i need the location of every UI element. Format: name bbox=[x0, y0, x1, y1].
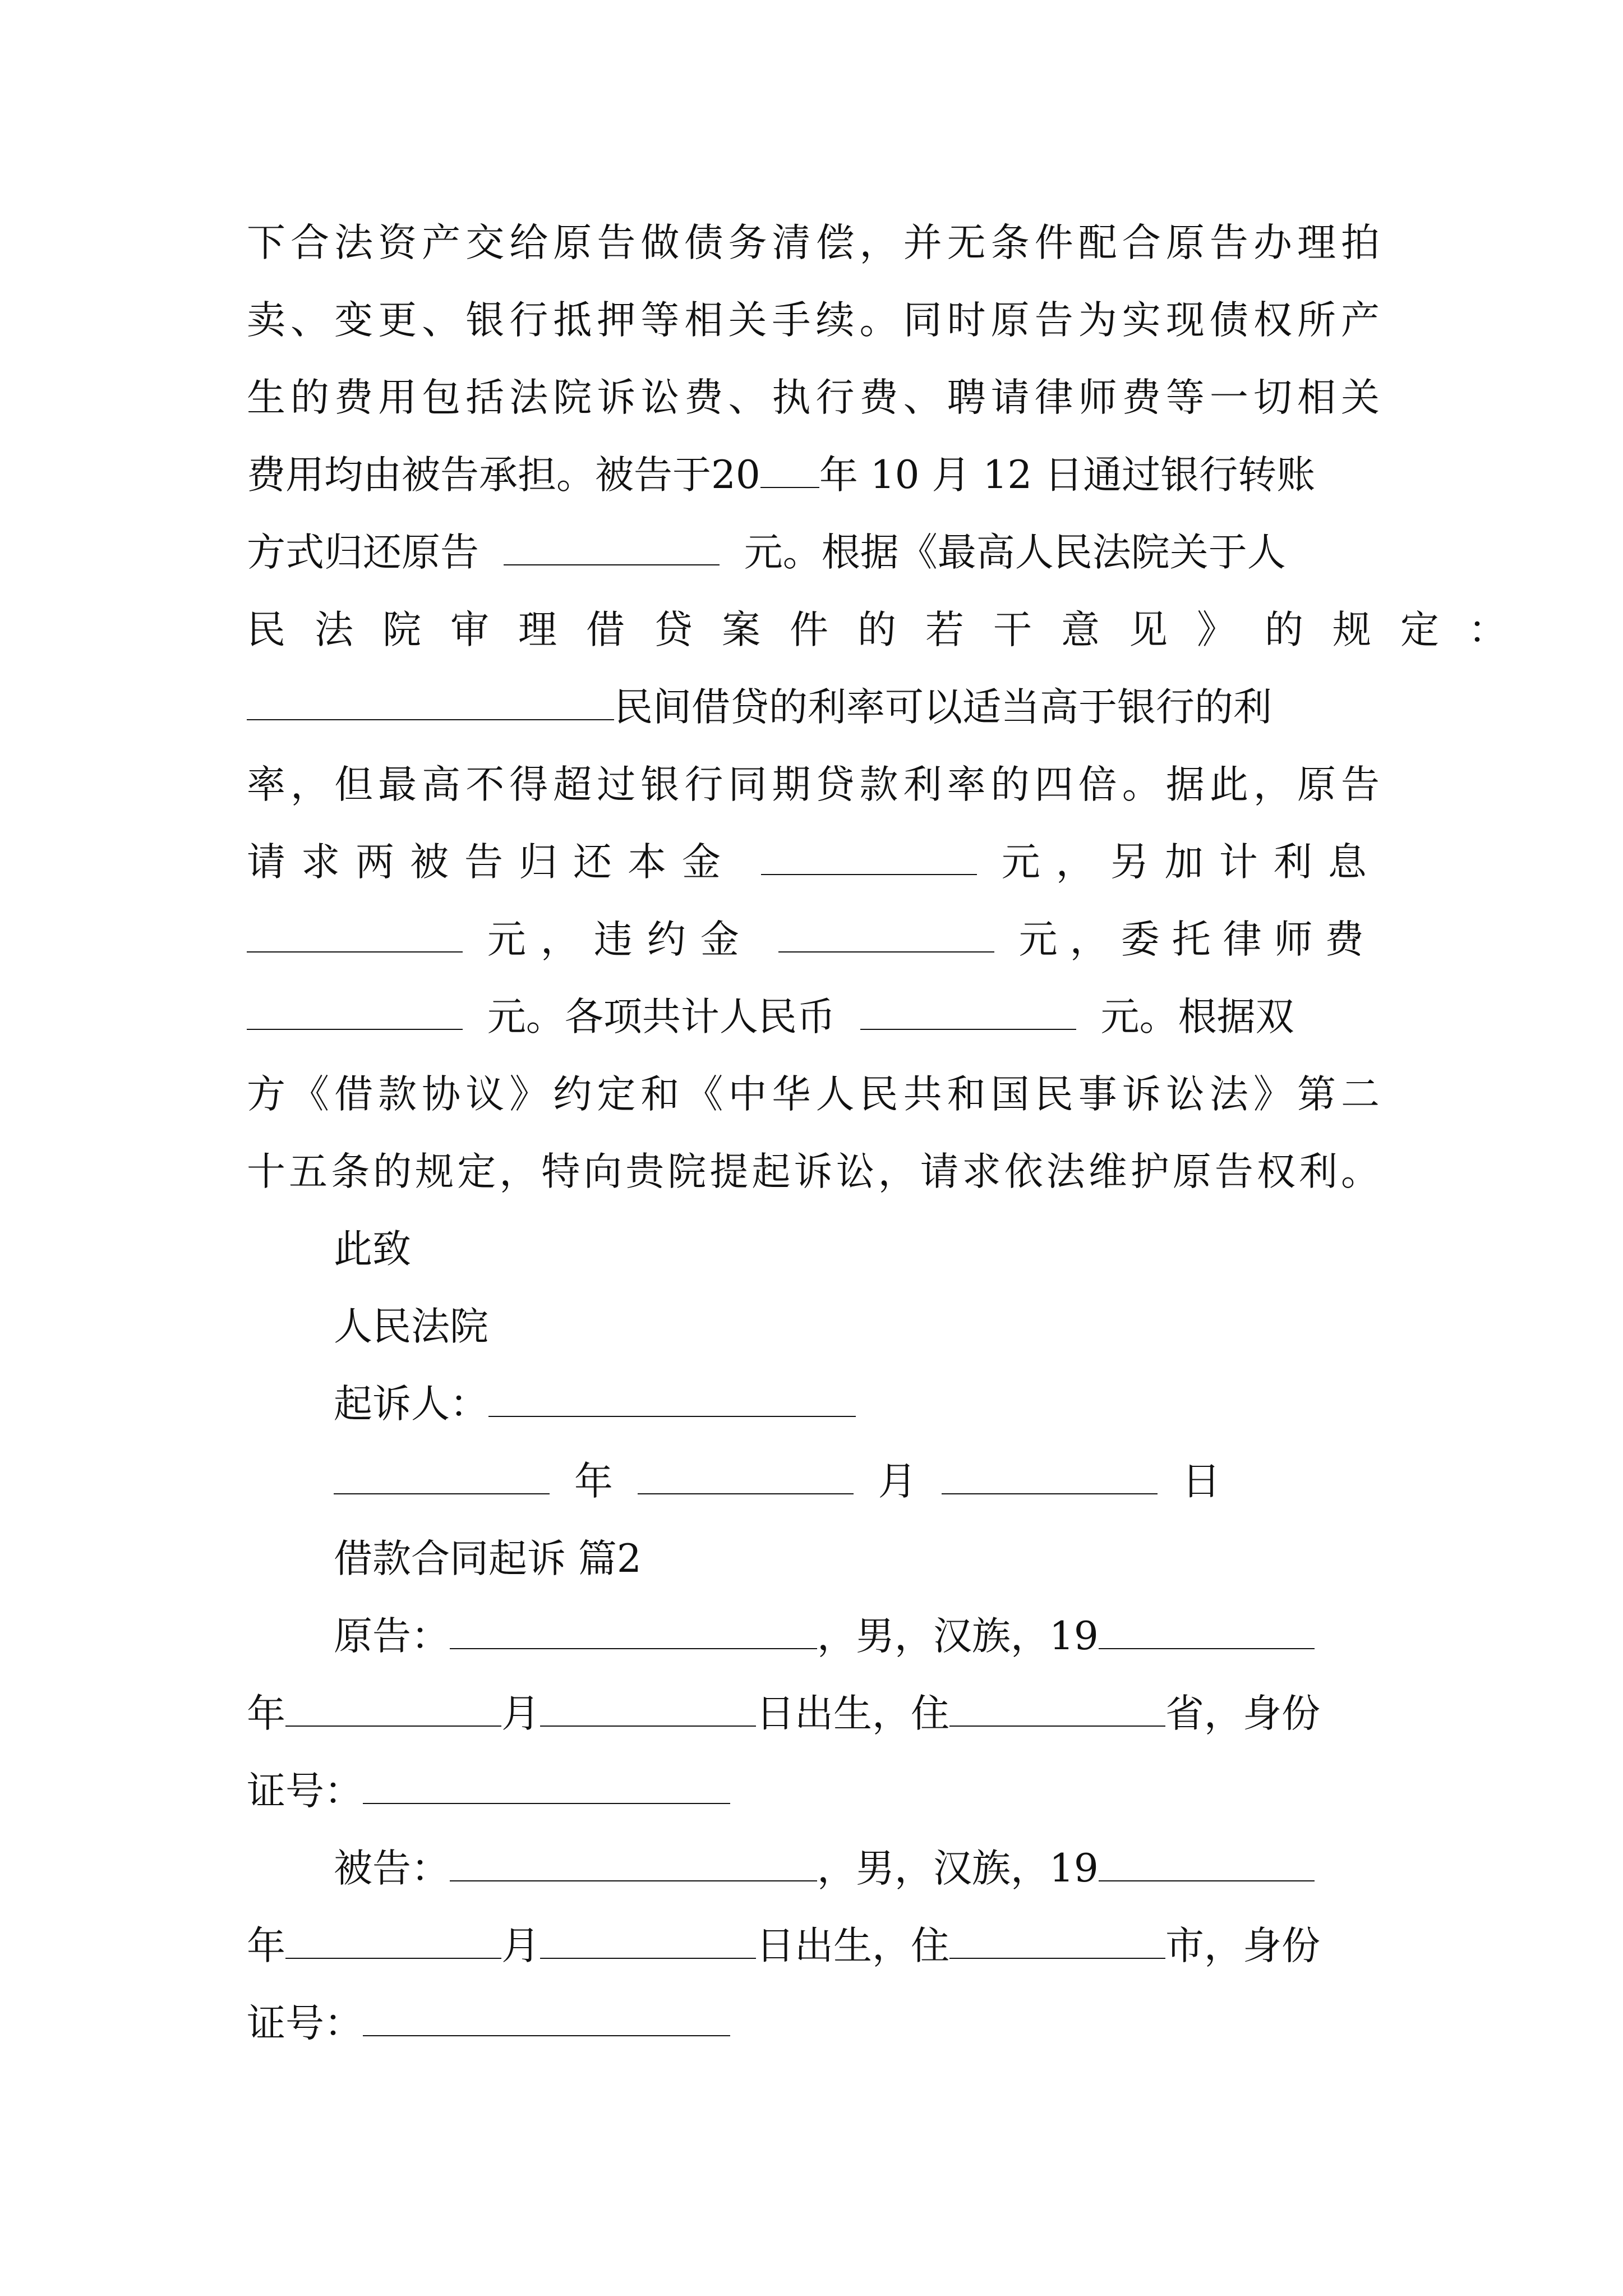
body-text-line: 民间借贷的利率可以适当高于银行的利 bbox=[247, 677, 1380, 738]
body-text-line: 费用均由被告承担。被告于20 年 10 月 12 日通过银行转账 bbox=[247, 453, 1316, 498]
plaintiff-signature-line: 起诉人： bbox=[247, 1373, 1380, 1435]
defendant-info-line: 被告： ，男，汉族，19 bbox=[247, 1838, 1380, 1899]
body-text-line: 生的费用包括法院诉讼费、执行费、聘请律师费等一切相关 bbox=[247, 375, 1380, 420]
blank-field bbox=[860, 995, 1076, 1030]
blank-field bbox=[540, 1924, 756, 1959]
blank-field bbox=[942, 1460, 1158, 1494]
blank-field bbox=[760, 453, 819, 488]
court-name: 人民法院 bbox=[334, 1304, 488, 1349]
date-line: 年 月 日 bbox=[247, 1451, 1380, 1512]
body-text-line: 请求两被告归还本金 元，另加计利息 bbox=[247, 840, 1382, 885]
body-text-line: 下合法资产交给原告做债务清偿，并无条件配合原告办理拍 bbox=[247, 220, 1380, 265]
body-text-line: 元。各项共计人民币 元。根据双 bbox=[247, 986, 1380, 1048]
blank-field bbox=[247, 995, 463, 1030]
body-text-line: 元，违约金 元，委托律师费 bbox=[247, 909, 1380, 970]
blank-field bbox=[488, 1382, 856, 1417]
blank-field bbox=[1099, 1847, 1315, 1881]
blank-field bbox=[450, 1614, 817, 1649]
blank-field bbox=[504, 531, 720, 565]
body-text-line: 方《借款协议》约定和《中华人民共和国民事诉讼法》第二 bbox=[247, 1072, 1380, 1117]
blank-field bbox=[638, 1460, 854, 1494]
salutation: 此致 bbox=[334, 1227, 411, 1272]
defendant-info-line: 年 月 日出生，住 市，身份 bbox=[247, 1924, 1320, 1968]
plaintiff-info-line: 年 月 日出生，住 省，身份 bbox=[247, 1691, 1320, 1736]
plaintiff-id-line: 证号： bbox=[247, 1760, 1380, 1822]
blank-field bbox=[334, 1460, 550, 1494]
blank-field bbox=[450, 1847, 817, 1881]
blank-field bbox=[285, 1692, 501, 1727]
blank-field bbox=[363, 1769, 730, 1804]
blank-field bbox=[1099, 1614, 1315, 1649]
blank-field bbox=[247, 918, 463, 953]
body-text-line: 卖、变更、银行抵押等相关手续。同时原告为实现债权所产 bbox=[247, 298, 1380, 343]
blank-field bbox=[778, 918, 994, 953]
body-text-line: 十五条的规定，特向贵院提起诉讼，请求依法维护原告权利。 bbox=[247, 1149, 1380, 1194]
blank-field bbox=[363, 2001, 730, 2036]
section-heading: 借款合同起诉 篇2 bbox=[334, 1536, 642, 1581]
blank-field bbox=[949, 1924, 1165, 1959]
body-text-line: 率，但最高不得超过银行同期贷款利率的四倍。据此，原告 bbox=[247, 762, 1380, 807]
defendant-id-line: 证号： bbox=[247, 1993, 1380, 2054]
body-text-line: 方式归还原告 元。根据《最高人民法院关于人 bbox=[247, 530, 1286, 575]
blank-field bbox=[540, 1692, 756, 1727]
body-text-line: 民法院审理借贷案件的若干意见》的规定： bbox=[247, 608, 1536, 652]
blank-field bbox=[761, 840, 977, 875]
blank-field bbox=[949, 1692, 1165, 1727]
blank-field bbox=[247, 685, 614, 720]
blank-field bbox=[285, 1924, 501, 1959]
plaintiff-info-line: 原告： ，男，汉族，19 bbox=[247, 1605, 1380, 1667]
